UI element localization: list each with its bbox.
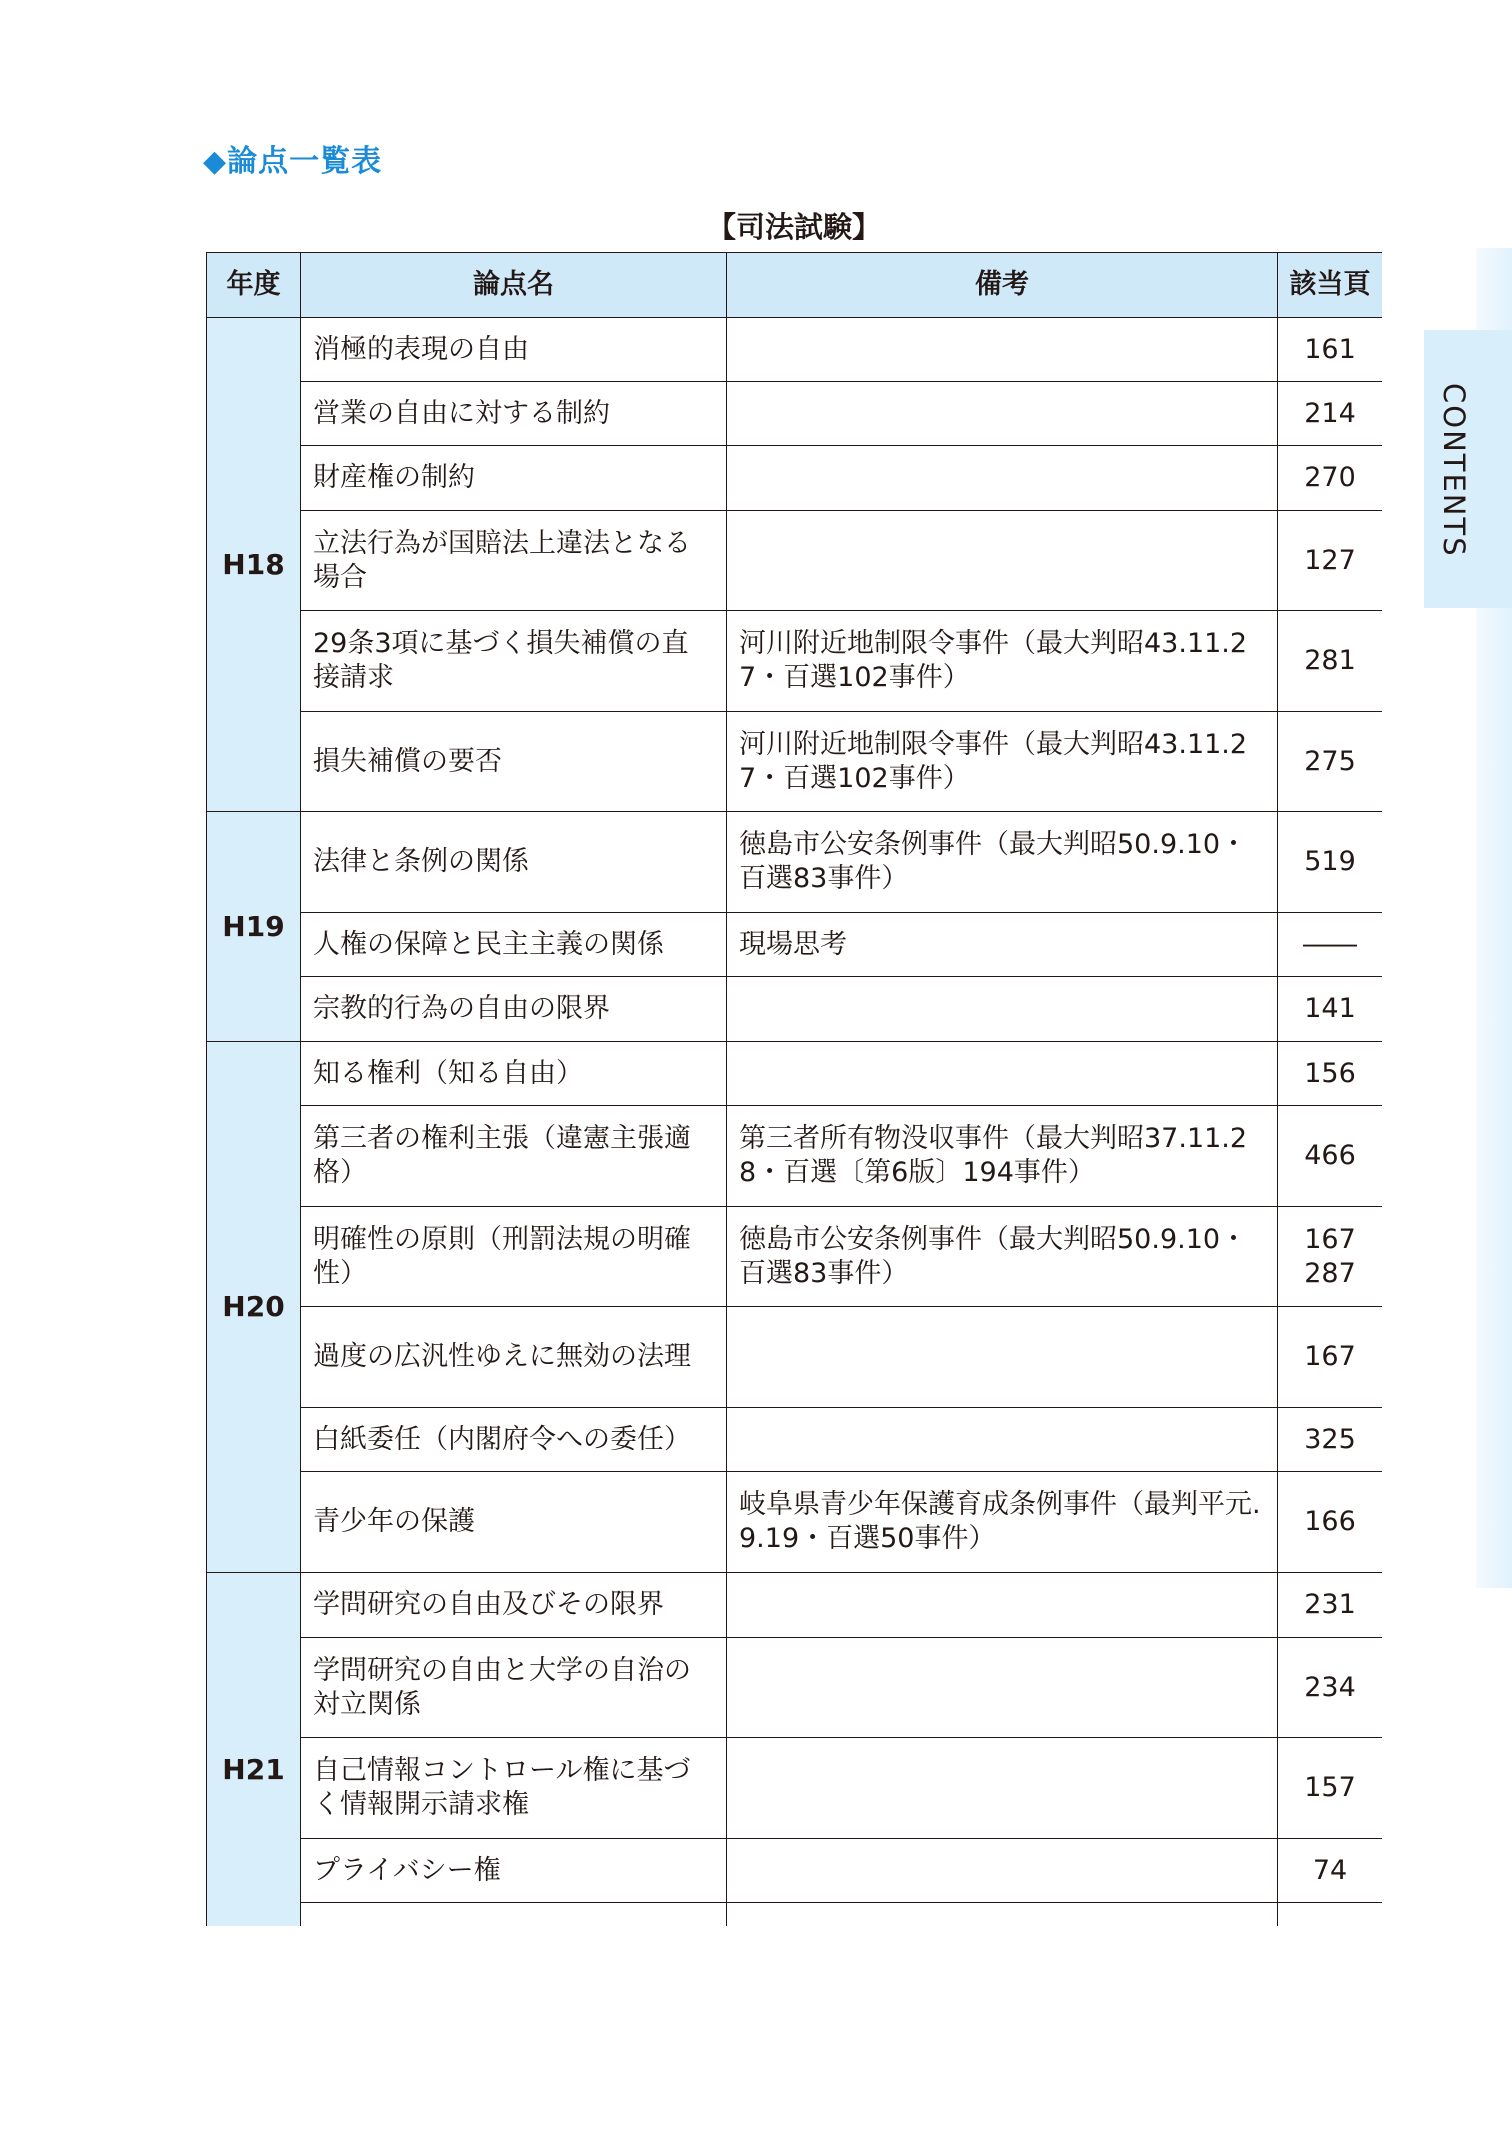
topic-cell: プライバシー権 [301,1839,727,1903]
topic-cell: 明確性の原則（刑罰法規の明確性） [301,1207,727,1307]
page-cell [1278,913,1383,977]
page-number: 157 [1304,1772,1356,1803]
note-cell [727,1903,1278,1927]
table-row [207,1839,1383,1903]
header-note: 備考 [727,253,1278,318]
page-cell [1278,1638,1383,1738]
page-cell [1278,1042,1383,1106]
topic-cell: 白紙委任（内閣府令への委任） [301,1408,727,1472]
table-row [207,1573,1383,1638]
page-cell [1278,1903,1383,1927]
page-number: 270 [1304,462,1356,493]
page-number: 156 [1304,1057,1356,1089]
header-page: 該当頁 [1278,253,1383,318]
page-number: 281 [1304,645,1356,676]
table-row [207,1903,1383,1927]
page-number: 127 [1304,544,1356,576]
page-number: 166 [1304,1506,1356,1537]
topic-cell [301,1903,727,1927]
topic-cell: 過度の広汎性ゆえに無効の法理 [301,1307,727,1408]
page-cell [1278,318,1383,382]
page-cell [1278,511,1383,611]
table-body [207,318,1383,1927]
table-row [207,318,1383,382]
topic-cell: 消極的表現の自由 [301,318,727,382]
topic-cell: 29条3項に基づく損失補償の直接請求 [301,611,727,712]
table-row [207,446,1383,511]
topic-cell: 損失補償の要否 [301,712,727,812]
table-row [207,712,1383,812]
page-number: 275 [1304,745,1356,777]
page-cell [1278,1106,1383,1207]
page-cell [1278,1307,1383,1408]
page-number: ―― [1303,928,1357,960]
note-cell: 河川附近地制限令事件（最大判昭43.11.27・百選102事件） [727,611,1278,712]
note-cell [727,1738,1278,1839]
topic-cell: 知る権利（知る自由） [301,1042,727,1106]
year-cell: H20 [207,1042,301,1573]
page-number: 325 [1304,1423,1356,1455]
page-cell [1278,1207,1383,1307]
note-cell: 徳島市公安条例事件（最大判昭50.9.10・百選83事件） [727,1207,1278,1307]
note-cell [727,977,1278,1042]
table-row [207,1042,1383,1106]
page-cell [1278,1573,1383,1638]
note-cell [727,382,1278,446]
page-number: 74 [1312,1854,1348,1886]
topic-cell: 学問研究の自由及びその限界 [301,1573,727,1638]
page-cell [1278,1738,1383,1839]
note-cell: 岐阜県青少年保護育成条例事件（最判平元.9.19・百選50事件） [727,1472,1278,1573]
note-cell [727,446,1278,511]
table-title: 【司法試験】 [706,210,881,244]
note-cell: 徳島市公安条例事件（最大判昭50.9.10・百選83事件） [727,812,1278,913]
table-row [207,1638,1383,1738]
page-cell [1278,446,1383,511]
issues-table [206,252,1382,1926]
table-row [207,913,1383,977]
topic-cell: 学問研究の自由と大学の自治の対立関係 [301,1638,727,1738]
topic-cell: 青少年の保護 [301,1472,727,1573]
issues-table-wrapper [206,252,1382,1926]
page-cell [1278,1839,1383,1903]
note-cell: 第三者所有物没収事件（最大判昭37.11.28・百選〔第6版〕194事件） [727,1106,1278,1207]
table-row [207,382,1383,446]
topic-cell: 人権の保障と民主主義の関係 [301,913,727,977]
page-cell [1278,812,1383,913]
year-cell: H18 [207,318,301,812]
table-row [207,1738,1383,1839]
page-cell [1278,977,1383,1042]
page-number: 167 [1304,1341,1356,1372]
table-row [207,1408,1383,1472]
note-cell [727,1638,1278,1738]
topic-cell: 法律と条例の関係 [301,812,727,913]
note-cell [727,1839,1278,1903]
table-row [207,1106,1383,1207]
table-row [207,977,1383,1042]
note-cell [727,1307,1278,1408]
table-row [207,1472,1383,1573]
contents-tab-label-wrap [1424,340,1484,600]
page-number: 466 [1304,1140,1356,1171]
table-row [207,511,1383,611]
table-header-row [207,253,1383,318]
page-cell [1278,712,1383,812]
note-cell [727,1042,1278,1106]
table-row [207,1307,1383,1408]
year-cell: H19 [207,812,301,1042]
topic-cell: 自己情報コントロール権に基づく情報開示請求権 [301,1738,727,1839]
page-number: 287 [1304,1257,1356,1289]
contents-tab-label: CONTENTS [1437,382,1471,558]
note-cell [727,318,1278,382]
page-number: 519 [1304,846,1356,877]
page-cell [1278,611,1383,712]
page-number: 231 [1304,1589,1356,1620]
page-cell [1278,382,1383,446]
table-row [207,611,1383,712]
note-cell [727,1573,1278,1638]
note-cell [727,1408,1278,1472]
table-row [207,812,1383,913]
page-cell [1278,1408,1383,1472]
header-year: 年度 [207,253,301,318]
page-number: 161 [1304,333,1356,365]
page-heading: ◆論点一覧表 [203,144,383,179]
page-number: 214 [1304,397,1356,429]
header-topic: 論点名 [301,253,727,318]
note-cell: 河川附近地制限令事件（最大判昭43.11.27・百選102事件） [727,712,1278,812]
table-row [207,1207,1383,1307]
year-cell: H21 [207,1573,301,1927]
page-number: 234 [1304,1671,1356,1703]
topic-cell: 財産権の制約 [301,446,727,511]
topic-cell: 立法行為が国賠法上違法となる場合 [301,511,727,611]
note-cell: 現場思考 [727,913,1278,977]
page-number: 167 [1304,1223,1356,1255]
page-number: 141 [1304,993,1356,1024]
topic-cell: 営業の自由に対する制約 [301,382,727,446]
topic-cell: 宗教的行為の自由の限界 [301,977,727,1042]
page-cell [1278,1472,1383,1573]
note-cell [727,511,1278,611]
topic-cell: 第三者の権利主張（違憲主張適格） [301,1106,727,1207]
